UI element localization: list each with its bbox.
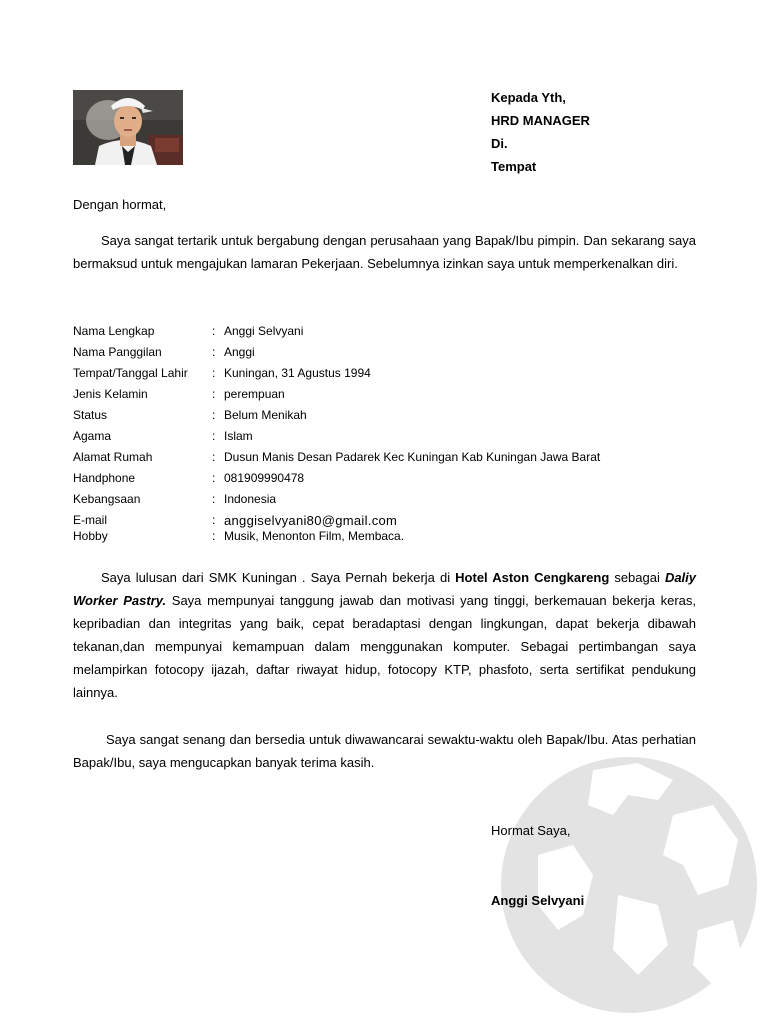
info-row [73, 365, 713, 386]
info-colon: : [212, 408, 216, 422]
job-position: Daliy Worker Pastry. [73, 570, 697, 608]
info-row [73, 386, 713, 407]
info-value: Islam [224, 429, 253, 443]
info-label: E-mail [73, 513, 108, 527]
info-colon: : [212, 529, 216, 543]
recipient-line: HRD MANAGER [491, 113, 590, 128]
info-colon: : [212, 492, 216, 506]
intro-paragraph [73, 229, 696, 275]
info-row [73, 470, 713, 491]
closing-paragraph-text: Saya sangat senang dan bersedia untuk diwawancarai sewaktu-waktu oleh Bapak/Ibu. Atas perhatian Bapak/Ibu, saya mengucapkan banyak terima kasih. [73, 732, 696, 770]
recipient-address [491, 86, 590, 178]
info-colon: : [212, 450, 216, 464]
info-label: Jenis Kelamin [73, 387, 148, 401]
info-label: Agama [73, 429, 112, 443]
email-value: anggiselvyani80@gmail.com [224, 513, 398, 528]
signer-name: Anggi Selvyani [491, 893, 585, 908]
info-colon: : [212, 387, 216, 401]
info-label: Status [73, 408, 108, 422]
info-row [73, 491, 713, 512]
experience-text: sebagai [609, 570, 665, 585]
info-colon: : [212, 513, 216, 527]
info-row [73, 528, 713, 549]
info-value: Musik, Menonton Film, Membaca. [224, 529, 405, 543]
applicant-photo [73, 90, 183, 165]
experience-text: Saya lulusan dari SMK Kuningan . Saya Pernah bekerja di [101, 570, 456, 585]
experience-text: Saya mempunyai tanggung jawab dan motivasi yang tinggi, berkemauan bekerja keras, kepribadian dan integritas yang baik, cepat beradaptasi dengan lingkungan, dapat bekerja dibawah tekanan,dan mempunyai kemampuan dalam menggunakan komputer. Sebagai pertimbangan saya melampirkan fotocopy ijazah, daftar riwayat hidup, fotocopy KTP, phasfoto, serta sertifikat pendukung lainnya. [73, 593, 696, 700]
info-value: Anggi Selvyani [224, 324, 304, 338]
experience-paragraph [73, 566, 696, 704]
info-value: Kuningan, 31 Agustus 1994 [224, 366, 371, 380]
info-colon: : [212, 429, 216, 443]
info-value: Indonesia [224, 492, 277, 506]
info-row [73, 344, 713, 365]
info-value: Belum Menikah [224, 408, 307, 422]
info-colon: : [212, 471, 216, 485]
info-row [73, 449, 713, 470]
intro-text: Saya sangat tertarik untuk bergabung dengan perusahaan yang Bapak/Ibu pimpin. Dan sekarang saya bermaksud untuk mengajukan lamaran Pekerjaan. Sebelumnya izinkan saya untuk memperkenalkan diri. [73, 233, 696, 271]
info-label: Nama Panggilan [73, 345, 162, 359]
info-colon: : [212, 345, 216, 359]
info-row [73, 323, 713, 344]
hotel-name: Hotel Aston Cengkareng [455, 570, 610, 585]
info-label: Nama Lengkap [73, 324, 155, 338]
info-colon: : [212, 324, 216, 338]
info-value: Dusun Manis Desan Padarek Kec Kuningan Kab Kuningan Jawa Barat [224, 450, 601, 464]
personal-info-list [73, 323, 713, 549]
info-value: perempuan [224, 387, 285, 401]
closing-paragraph [73, 728, 696, 774]
info-value: Anggi [224, 345, 255, 359]
info-label: Hobby [73, 529, 108, 543]
info-colon: : [212, 366, 216, 380]
info-row [73, 428, 713, 449]
info-label: Tempat/Tanggal Lahir [73, 366, 188, 380]
closing-salutation: Hormat Saya, [491, 823, 571, 838]
info-label: Handphone [73, 471, 136, 485]
recipient-line: Kepada Yth, [491, 90, 566, 105]
info-label: Alamat Rumah [73, 450, 153, 464]
info-row [73, 407, 713, 428]
globe-watermark-icon [498, 745, 760, 1024]
recipient-line: Tempat [491, 159, 537, 174]
info-value: 081909990478 [224, 471, 305, 485]
recipient-line: Di. [491, 136, 508, 151]
greeting: Dengan hormat, [73, 197, 167, 212]
info-label: Kebangsaan [73, 492, 141, 506]
info-row [73, 512, 713, 528]
